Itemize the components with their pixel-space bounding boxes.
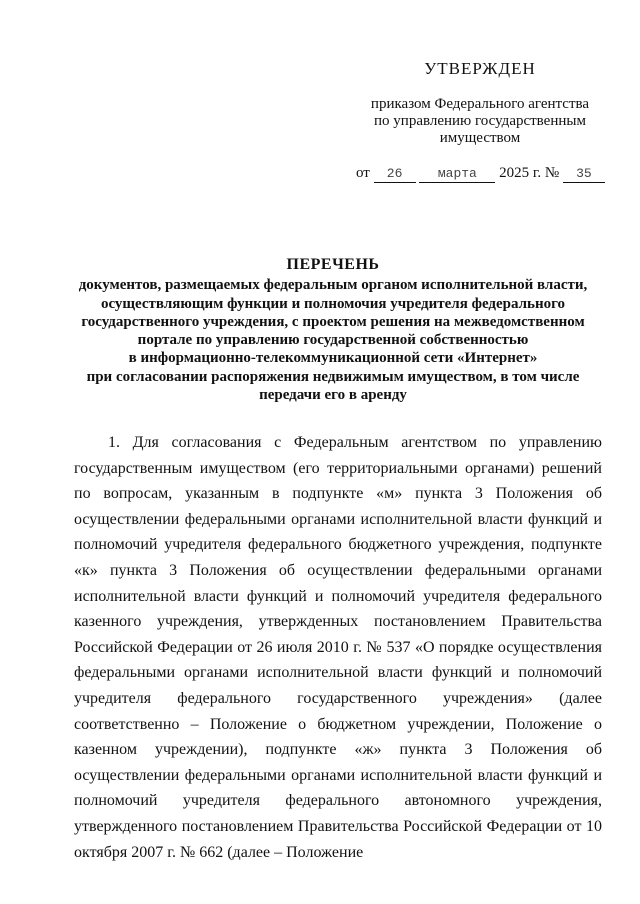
order-issuer-line-2: по управлению государственным xyxy=(374,113,586,129)
title-line-7: передачи его в аренду xyxy=(259,387,407,404)
title-line-3: государственного учреждения, с проектом решения на межведомственном xyxy=(81,313,585,330)
from-label: от xyxy=(356,165,370,181)
title-line-4: портале по управлению государственной собственностью xyxy=(137,332,529,349)
approved-heading: УТВЕРЖДЕН xyxy=(424,59,536,78)
body-paragraph-1: 1. Для согласования с Федеральным агентством по управлению государственным имуществом (его территориальными органами) решений по вопросам, указанным в подпункте «м» пункта 3 Положения об осуществлении федеральными органами исполнительной власти функций и полномочий учредителя федерального бюджетного учреждения, подпункте «к» пункта 3 Положения об осуществлении федеральными органами исполнительной власти функций и полномочий учредителя федерального казенного учреждения, утвержденных постановлением Правительства Российской Федерации от 26 июля 2010 г. № 537 «О порядке осуществления федеральными органами исполнительной власти функций и полномочий учредителя федерального государственного учреждения» (далее соответственно – Положение о бюджетном учреждении, Положение о казенном учреждении), подпункте «ж» пункта 3 Положения об осуществлении федеральными органами исполнительной власти функций и полномочий учредителя федерального автономного учреждения, утвержденного постановлением Правительства Российской Федерации от 10 октября 2007 г. № 662 (далее – Положение xyxy=(74,434,602,861)
order-number: 35 xyxy=(563,166,605,183)
order-month: марта xyxy=(419,166,495,183)
order-year: 2025 г. № xyxy=(499,165,560,181)
order-day: 26 xyxy=(374,166,416,183)
order-issuer-line-1: приказом Федерального агентства xyxy=(370,96,590,112)
approval-block xyxy=(340,58,620,147)
title-line-2: осуществляющим функции и полномочия учредителя федерального xyxy=(100,295,566,312)
title-line-1: документов, размещаемых федеральным органом исполнительной власти, xyxy=(78,277,588,294)
order-date-line xyxy=(356,164,596,183)
title-main: ПЕРЕЧЕНЬ xyxy=(286,256,380,273)
title-line-6: при согласовании распоряжения недвижимым имуществом, в том числе xyxy=(86,368,580,385)
document-title xyxy=(60,256,606,404)
order-issuer xyxy=(340,96,620,147)
title-line-5: в информационно-телекоммуникационной сети «Интернет» xyxy=(128,350,538,367)
order-issuer-line-3: имуществом xyxy=(439,130,521,146)
